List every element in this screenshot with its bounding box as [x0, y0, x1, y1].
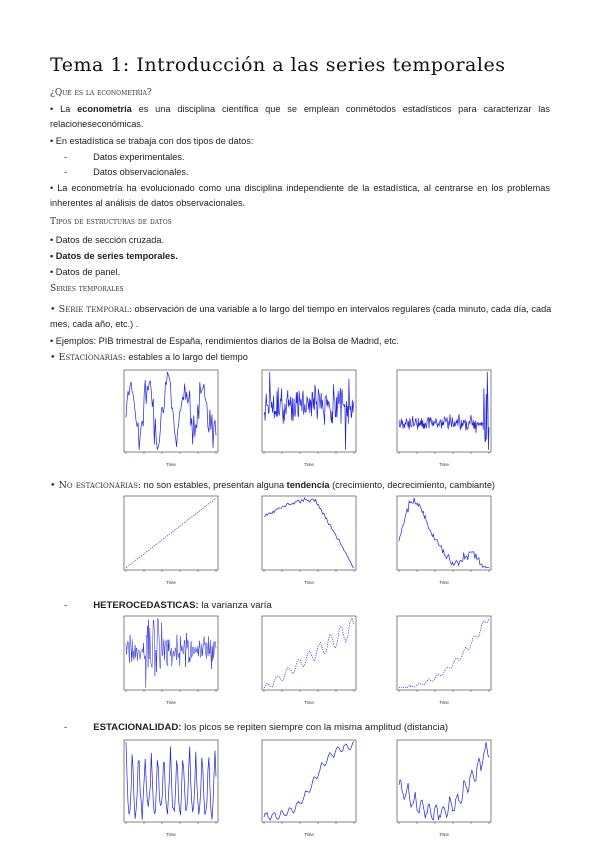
plot-frame: [262, 616, 356, 690]
plot-xlabel: Time: [166, 700, 176, 705]
plot-series-line: [126, 742, 216, 820]
paragraph-serie-temporal: [50, 302, 555, 332]
text-estacionarias-label: • Estacionarias:: [50, 352, 126, 363]
paragraph-evolucion: • La econometría ha evolucionado como una disciplina independiente de la estadística, al centrarse en los problemas inherentes al análisis de datos observacionales.: [50, 183, 550, 208]
plot-xlabel: Time: [304, 580, 314, 585]
text-no-est-pre: no son estables, presentan alguna: [141, 480, 287, 490]
paragraph-no-estacionarias: [50, 478, 495, 493]
plot-series-line: [126, 498, 216, 568]
plot-series-line: [126, 372, 216, 450]
plot-stationary-2: [250, 368, 358, 468]
plot-series-line: [399, 742, 489, 820]
plot-hetero-1: [112, 614, 220, 706]
text-est-def: los picos se repiten siempre con la misma amplitud (distancia): [181, 722, 449, 733]
text-b1-bold: econometría: [77, 104, 132, 114]
text-estacionarias-def: estables a lo largo del tiempo: [125, 352, 248, 362]
paragraph-ejemplos: • Ejemplos: PIB trimestral de España, rendimientos diarios de la Bolsa de Madrid, etc.: [50, 336, 399, 346]
text-experimentales: Datos experimentales.: [93, 152, 185, 162]
heading-que-es-econometria: ¿Qué es la econometría?: [50, 88, 152, 98]
text-b1-pre: • La: [50, 104, 78, 114]
heading-series-temporales: Series temporales: [50, 284, 124, 294]
plot-series-line: [399, 498, 489, 568]
plot-xlabel: Time: [166, 832, 176, 837]
plot-series-line: [264, 498, 354, 568]
text-b1-post: es una disciplina científica que se emplean conmétodos estadísticos para caracterizar las relacioneseconómicas.: [50, 104, 550, 129]
text-het-def: la varianza varía: [198, 600, 272, 611]
plot-nonstationary-1: [112, 494, 220, 586]
plot-seasonal-2: [250, 738, 358, 838]
plot-series-line: [264, 742, 354, 820]
plot-xlabel: Time: [304, 462, 314, 467]
plot-seasonal-1: [112, 738, 220, 838]
paragraph-heterocedasticas: [64, 598, 272, 613]
plot-xlabel: Time: [166, 462, 176, 467]
list-item-observacionales: - Datos observacionales.: [64, 167, 189, 177]
page-title: Tema 1: Introducción a las series temporales: [50, 54, 506, 76]
plot-xlabel: Time: [304, 832, 314, 837]
plot-series-line: [126, 618, 216, 688]
plot-nonstationary-3: [385, 494, 493, 586]
text-het-bold: HETEROCEDASTICAS:: [93, 600, 199, 611]
plot-stationary-3: [385, 368, 493, 468]
plot-frame: [397, 616, 491, 690]
paragraph-estacionarias: [50, 350, 248, 365]
plot-xlabel: Time: [166, 580, 176, 585]
plot-xlabel: Time: [439, 700, 449, 705]
paragraph-estacionalidad: [64, 720, 448, 735]
paragraph-tipos-datos: • En estadística se trabaja con dos tipos de datos:: [50, 136, 254, 146]
plot-frame: [397, 740, 491, 822]
plot-stationary-1: [112, 368, 220, 468]
list-item-experimentales: - Datos experimentales.: [64, 152, 185, 162]
paragraph-econometria: [50, 102, 550, 132]
plot-series-line: [264, 618, 354, 688]
text-serie-temporal-def: observación de una variable a lo largo del tiempo en intervalos regulares (cada minuto, cada día, cada mes, cada año, etc.) .: [50, 304, 552, 329]
plot-seasonal-3: [385, 738, 493, 838]
plot-frame: [397, 370, 491, 452]
heading-tipos-estructuras: Tipos de estructuras de datos: [50, 217, 172, 227]
dash-het: -: [64, 600, 68, 611]
plot-frame: [262, 496, 356, 570]
plot-frame: [124, 370, 218, 452]
plot-series-line: [264, 372, 354, 450]
text-observacionales: Datos observacionales.: [93, 167, 189, 177]
text-no-est-post: (crecimiento, decrecimiento, cambiante): [329, 480, 495, 490]
text-serie-temporal-label: • Serie temporal:: [50, 304, 132, 315]
list-item-seccion-cruzada: • Datos de sección cruzada.: [50, 235, 165, 245]
plot-xlabel: Time: [304, 700, 314, 705]
text-est-bold: ESTACIONALIDAD:: [93, 722, 182, 733]
plot-hetero-3: [385, 614, 493, 706]
list-item-series-temporales: • Datos de series temporales.: [50, 251, 178, 261]
dash-est: -: [64, 722, 68, 733]
plot-nonstationary-2: [250, 494, 358, 586]
plot-xlabel: Time: [439, 462, 449, 467]
text-no-estacionarias-label: • No estacionarias:: [50, 480, 142, 491]
plot-hetero-2: [250, 614, 358, 706]
plot-series-line: [399, 372, 489, 450]
text-tendencia: tendencia: [286, 480, 330, 490]
plot-xlabel: Time: [439, 832, 449, 837]
plot-series-line: [399, 618, 489, 688]
plot-frame: [262, 740, 356, 822]
list-item-panel: • Datos de panel.: [50, 267, 121, 277]
plot-xlabel: Time: [439, 580, 449, 585]
